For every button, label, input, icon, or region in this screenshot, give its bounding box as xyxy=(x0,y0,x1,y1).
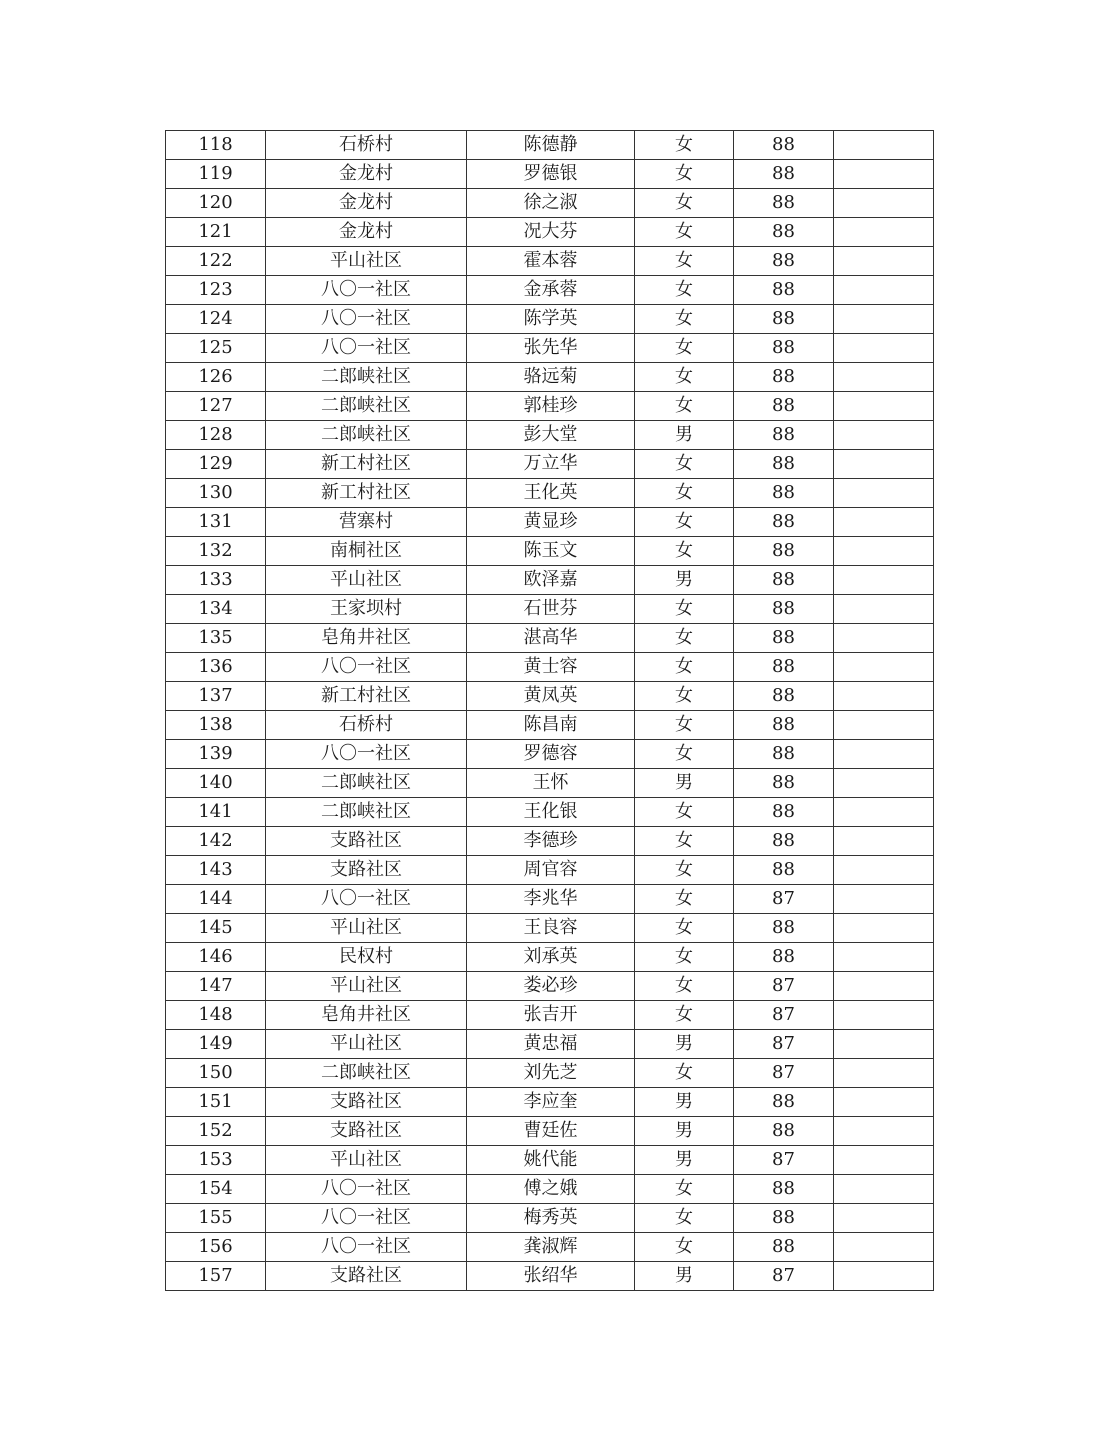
row-number-cell: 147 xyxy=(166,972,266,1001)
person-name-cell: 张先华 xyxy=(467,334,635,363)
gender-cell: 女 xyxy=(635,914,734,943)
person-name-cell: 罗德容 xyxy=(467,740,635,769)
person-name-cell: 王怀 xyxy=(467,769,635,798)
age-cell: 88 xyxy=(734,769,834,798)
person-name-cell: 王化银 xyxy=(467,798,635,827)
person-name-cell: 李兆华 xyxy=(467,885,635,914)
gender-cell: 男 xyxy=(635,1030,734,1059)
row-number-cell: 122 xyxy=(166,247,266,276)
community-cell: 石桥村 xyxy=(266,131,467,160)
age-cell: 88 xyxy=(734,189,834,218)
row-number-cell: 140 xyxy=(166,769,266,798)
person-name-cell: 黄显珍 xyxy=(467,508,635,537)
gender-cell: 男 xyxy=(635,1088,734,1117)
community-cell: 金龙村 xyxy=(266,218,467,247)
gender-cell: 女 xyxy=(635,885,734,914)
remarks-cell xyxy=(834,363,934,392)
person-name-cell: 陈昌南 xyxy=(467,711,635,740)
person-name-cell: 黄忠福 xyxy=(467,1030,635,1059)
age-cell: 88 xyxy=(734,508,834,537)
community-cell: 民权村 xyxy=(266,943,467,972)
row-number-cell: 142 xyxy=(166,827,266,856)
person-name-cell: 石世芬 xyxy=(467,595,635,624)
remarks-cell xyxy=(834,856,934,885)
gender-cell: 女 xyxy=(635,1059,734,1088)
row-number-cell: 138 xyxy=(166,711,266,740)
gender-cell: 女 xyxy=(635,363,734,392)
table-row xyxy=(166,1117,934,1146)
remarks-cell xyxy=(834,1001,934,1030)
remarks-cell xyxy=(834,1175,934,1204)
table-row xyxy=(166,421,934,450)
community-cell: 支路社区 xyxy=(266,1088,467,1117)
age-cell: 88 xyxy=(734,682,834,711)
table-row xyxy=(166,479,934,508)
gender-cell: 女 xyxy=(635,972,734,1001)
table-row xyxy=(166,798,934,827)
table-row xyxy=(166,566,934,595)
age-cell: 88 xyxy=(734,711,834,740)
row-number-cell: 124 xyxy=(166,305,266,334)
row-number-cell: 144 xyxy=(166,885,266,914)
age-cell: 87 xyxy=(734,1262,834,1291)
gender-cell: 女 xyxy=(635,856,734,885)
remarks-cell xyxy=(834,972,934,1001)
person-name-cell: 龚淑辉 xyxy=(467,1233,635,1262)
table-row xyxy=(166,363,934,392)
community-cell: 二郎峡社区 xyxy=(266,363,467,392)
community-cell: 平山社区 xyxy=(266,1030,467,1059)
age-cell: 87 xyxy=(734,1146,834,1175)
row-number-cell: 150 xyxy=(166,1059,266,1088)
row-number-cell: 128 xyxy=(166,421,266,450)
person-name-cell: 曹廷佐 xyxy=(467,1117,635,1146)
remarks-cell xyxy=(834,914,934,943)
person-name-cell: 霍本蓉 xyxy=(467,247,635,276)
gender-cell: 女 xyxy=(635,682,734,711)
table-row xyxy=(166,943,934,972)
community-cell: 二郎峡社区 xyxy=(266,392,467,421)
row-number-cell: 157 xyxy=(166,1262,266,1291)
age-cell: 88 xyxy=(734,479,834,508)
remarks-cell xyxy=(834,943,934,972)
person-name-cell: 刘承英 xyxy=(467,943,635,972)
row-number-cell: 121 xyxy=(166,218,266,247)
remarks-cell xyxy=(834,769,934,798)
person-name-cell: 欧泽嘉 xyxy=(467,566,635,595)
table-row xyxy=(166,392,934,421)
age-cell: 88 xyxy=(734,537,834,566)
table-row xyxy=(166,305,934,334)
table-row xyxy=(166,1088,934,1117)
row-number-cell: 123 xyxy=(166,276,266,305)
table-row xyxy=(166,160,934,189)
row-number-cell: 145 xyxy=(166,914,266,943)
remarks-cell xyxy=(834,131,934,160)
gender-cell: 女 xyxy=(635,1001,734,1030)
gender-cell: 女 xyxy=(635,595,734,624)
remarks-cell xyxy=(834,711,934,740)
table-row xyxy=(166,972,934,1001)
gender-cell: 男 xyxy=(635,566,734,595)
gender-cell: 女 xyxy=(635,218,734,247)
community-cell: 二郎峡社区 xyxy=(266,798,467,827)
person-name-cell: 陈德静 xyxy=(467,131,635,160)
age-cell: 88 xyxy=(734,1117,834,1146)
person-name-cell: 湛高华 xyxy=(467,624,635,653)
person-name-cell: 梅秀英 xyxy=(467,1204,635,1233)
row-number-cell: 146 xyxy=(166,943,266,972)
age-cell: 88 xyxy=(734,798,834,827)
community-cell: 金龙村 xyxy=(266,160,467,189)
gender-cell: 女 xyxy=(635,247,734,276)
community-cell: 金龙村 xyxy=(266,189,467,218)
table-row xyxy=(166,595,934,624)
remarks-cell xyxy=(834,740,934,769)
age-cell: 88 xyxy=(734,1233,834,1262)
community-cell: 支路社区 xyxy=(266,856,467,885)
row-number-cell: 118 xyxy=(166,131,266,160)
gender-cell: 女 xyxy=(635,1233,734,1262)
row-number-cell: 152 xyxy=(166,1117,266,1146)
community-cell: 二郎峡社区 xyxy=(266,421,467,450)
age-cell: 88 xyxy=(734,392,834,421)
person-name-cell: 黄凤英 xyxy=(467,682,635,711)
gender-cell: 女 xyxy=(635,1175,734,1204)
community-cell: 八〇一社区 xyxy=(266,653,467,682)
community-cell: 支路社区 xyxy=(266,827,467,856)
remarks-cell xyxy=(834,247,934,276)
gender-cell: 男 xyxy=(635,1262,734,1291)
gender-cell: 女 xyxy=(635,508,734,537)
table-row xyxy=(166,769,934,798)
community-cell: 支路社区 xyxy=(266,1262,467,1291)
community-cell: 八〇一社区 xyxy=(266,1233,467,1262)
community-cell: 八〇一社区 xyxy=(266,334,467,363)
community-cell: 皂角井社区 xyxy=(266,624,467,653)
gender-cell: 女 xyxy=(635,624,734,653)
remarks-cell xyxy=(834,334,934,363)
gender-cell: 女 xyxy=(635,537,734,566)
row-number-cell: 149 xyxy=(166,1030,266,1059)
remarks-cell xyxy=(834,1117,934,1146)
row-number-cell: 133 xyxy=(166,566,266,595)
remarks-cell xyxy=(834,682,934,711)
person-name-cell: 姚代能 xyxy=(467,1146,635,1175)
gender-cell: 女 xyxy=(635,711,734,740)
person-name-cell: 陈学英 xyxy=(467,305,635,334)
remarks-cell xyxy=(834,1233,934,1262)
remarks-cell xyxy=(834,479,934,508)
gender-cell: 女 xyxy=(635,450,734,479)
table-row xyxy=(166,450,934,479)
gender-cell: 女 xyxy=(635,479,734,508)
person-name-cell: 李应奎 xyxy=(467,1088,635,1117)
age-cell: 88 xyxy=(734,856,834,885)
community-cell: 二郎峡社区 xyxy=(266,1059,467,1088)
remarks-cell xyxy=(834,1262,934,1291)
row-number-cell: 156 xyxy=(166,1233,266,1262)
remarks-cell xyxy=(834,1146,934,1175)
person-name-cell: 王良容 xyxy=(467,914,635,943)
remarks-cell xyxy=(834,1204,934,1233)
community-cell: 皂角井社区 xyxy=(266,1001,467,1030)
table-row xyxy=(166,827,934,856)
remarks-cell xyxy=(834,624,934,653)
table-row xyxy=(166,334,934,363)
table-row xyxy=(166,653,934,682)
gender-cell: 女 xyxy=(635,305,734,334)
age-cell: 87 xyxy=(734,1059,834,1088)
community-cell: 石桥村 xyxy=(266,711,467,740)
remarks-cell xyxy=(834,653,934,682)
row-number-cell: 134 xyxy=(166,595,266,624)
community-cell: 王家坝村 xyxy=(266,595,467,624)
remarks-cell xyxy=(834,595,934,624)
row-number-cell: 143 xyxy=(166,856,266,885)
age-cell: 88 xyxy=(734,595,834,624)
table-row xyxy=(166,276,934,305)
person-name-cell: 徐之淑 xyxy=(467,189,635,218)
row-number-cell: 155 xyxy=(166,1204,266,1233)
row-number-cell: 139 xyxy=(166,740,266,769)
age-cell: 88 xyxy=(734,566,834,595)
age-cell: 88 xyxy=(734,1088,834,1117)
row-number-cell: 148 xyxy=(166,1001,266,1030)
table-row xyxy=(166,1001,934,1030)
age-cell: 87 xyxy=(734,972,834,1001)
remarks-cell xyxy=(834,189,934,218)
person-name-cell: 娄必珍 xyxy=(467,972,635,1001)
community-cell: 南桐社区 xyxy=(266,537,467,566)
community-cell: 新工村社区 xyxy=(266,479,467,508)
community-cell: 新工村社区 xyxy=(266,682,467,711)
age-cell: 87 xyxy=(734,1030,834,1059)
gender-cell: 女 xyxy=(635,740,734,769)
gender-cell: 女 xyxy=(635,131,734,160)
age-cell: 87 xyxy=(734,1001,834,1030)
person-name-cell: 周官容 xyxy=(467,856,635,885)
community-cell: 新工村社区 xyxy=(266,450,467,479)
person-name-cell: 李德珍 xyxy=(467,827,635,856)
table-row xyxy=(166,624,934,653)
gender-cell: 女 xyxy=(635,653,734,682)
age-cell: 88 xyxy=(734,740,834,769)
community-cell: 平山社区 xyxy=(266,914,467,943)
row-number-cell: 154 xyxy=(166,1175,266,1204)
row-number-cell: 136 xyxy=(166,653,266,682)
remarks-cell xyxy=(834,160,934,189)
row-number-cell: 153 xyxy=(166,1146,266,1175)
age-cell: 88 xyxy=(734,276,834,305)
community-cell: 八〇一社区 xyxy=(266,305,467,334)
community-cell: 平山社区 xyxy=(266,566,467,595)
remarks-cell xyxy=(834,392,934,421)
gender-cell: 男 xyxy=(635,1117,734,1146)
age-cell: 88 xyxy=(734,450,834,479)
table-row xyxy=(166,1146,934,1175)
person-name-cell: 金承蓉 xyxy=(467,276,635,305)
community-cell: 平山社区 xyxy=(266,247,467,276)
table-row xyxy=(166,131,934,160)
table-row xyxy=(166,1262,934,1291)
row-number-cell: 127 xyxy=(166,392,266,421)
table-row xyxy=(166,1030,934,1059)
remarks-cell xyxy=(834,421,934,450)
person-name-cell: 傅之娥 xyxy=(467,1175,635,1204)
table-row xyxy=(166,1059,934,1088)
person-name-cell: 张吉开 xyxy=(467,1001,635,1030)
community-cell: 营寨村 xyxy=(266,508,467,537)
gender-cell: 女 xyxy=(635,392,734,421)
table-row xyxy=(166,914,934,943)
person-name-cell: 黄士容 xyxy=(467,653,635,682)
remarks-cell xyxy=(834,537,934,566)
person-name-cell: 郭桂珍 xyxy=(467,392,635,421)
person-name-cell: 刘先芝 xyxy=(467,1059,635,1088)
person-name-cell: 陈玉文 xyxy=(467,537,635,566)
row-number-cell: 119 xyxy=(166,160,266,189)
age-cell: 88 xyxy=(734,624,834,653)
person-name-cell: 万立华 xyxy=(467,450,635,479)
person-name-cell: 骆远菊 xyxy=(467,363,635,392)
community-cell: 二郎峡社区 xyxy=(266,769,467,798)
age-cell: 88 xyxy=(734,363,834,392)
age-cell: 87 xyxy=(734,885,834,914)
table-row xyxy=(166,537,934,566)
age-cell: 88 xyxy=(734,827,834,856)
community-cell: 八〇一社区 xyxy=(266,885,467,914)
table-row xyxy=(166,247,934,276)
community-cell: 八〇一社区 xyxy=(266,1175,467,1204)
remarks-cell xyxy=(834,885,934,914)
table-row xyxy=(166,740,934,769)
remarks-cell xyxy=(834,276,934,305)
table-row xyxy=(166,1233,934,1262)
person-name-cell: 彭大堂 xyxy=(467,421,635,450)
gender-cell: 女 xyxy=(635,334,734,363)
age-cell: 88 xyxy=(734,334,834,363)
row-number-cell: 151 xyxy=(166,1088,266,1117)
community-cell: 八〇一社区 xyxy=(266,1204,467,1233)
table-row xyxy=(166,682,934,711)
remarks-cell xyxy=(834,798,934,827)
remarks-cell xyxy=(834,508,934,537)
gender-cell: 女 xyxy=(635,827,734,856)
row-number-cell: 130 xyxy=(166,479,266,508)
remarks-cell xyxy=(834,218,934,247)
age-cell: 88 xyxy=(734,305,834,334)
row-number-cell: 129 xyxy=(166,450,266,479)
person-name-cell: 况大芬 xyxy=(467,218,635,247)
age-cell: 88 xyxy=(734,421,834,450)
gender-cell: 女 xyxy=(635,798,734,827)
table-row xyxy=(166,885,934,914)
gender-cell: 男 xyxy=(635,1146,734,1175)
community-cell: 八〇一社区 xyxy=(266,276,467,305)
row-number-cell: 120 xyxy=(166,189,266,218)
age-cell: 88 xyxy=(734,914,834,943)
gender-cell: 男 xyxy=(635,769,734,798)
table-row xyxy=(166,508,934,537)
gender-cell: 女 xyxy=(635,943,734,972)
age-cell: 88 xyxy=(734,1204,834,1233)
age-cell: 88 xyxy=(734,1175,834,1204)
row-number-cell: 125 xyxy=(166,334,266,363)
gender-cell: 女 xyxy=(635,189,734,218)
age-cell: 88 xyxy=(734,943,834,972)
remarks-cell xyxy=(834,1088,934,1117)
table-row xyxy=(166,1204,934,1233)
roster-table xyxy=(165,130,934,1291)
remarks-cell xyxy=(834,450,934,479)
gender-cell: 女 xyxy=(635,1204,734,1233)
community-cell: 平山社区 xyxy=(266,1146,467,1175)
table-row xyxy=(166,1175,934,1204)
table-row xyxy=(166,218,934,247)
community-cell: 八〇一社区 xyxy=(266,740,467,769)
row-number-cell: 126 xyxy=(166,363,266,392)
age-cell: 88 xyxy=(734,218,834,247)
gender-cell: 男 xyxy=(635,421,734,450)
table-row xyxy=(166,189,934,218)
age-cell: 88 xyxy=(734,160,834,189)
gender-cell: 女 xyxy=(635,160,734,189)
remarks-cell xyxy=(834,1059,934,1088)
age-cell: 88 xyxy=(734,653,834,682)
age-cell: 88 xyxy=(734,131,834,160)
person-name-cell: 罗德银 xyxy=(467,160,635,189)
roster-body xyxy=(166,131,934,1291)
remarks-cell xyxy=(834,566,934,595)
table-row xyxy=(166,856,934,885)
row-number-cell: 141 xyxy=(166,798,266,827)
remarks-cell xyxy=(834,827,934,856)
community-cell: 平山社区 xyxy=(266,972,467,1001)
row-number-cell: 135 xyxy=(166,624,266,653)
remarks-cell xyxy=(834,305,934,334)
row-number-cell: 137 xyxy=(166,682,266,711)
row-number-cell: 131 xyxy=(166,508,266,537)
person-name-cell: 张绍华 xyxy=(467,1262,635,1291)
person-name-cell: 王化英 xyxy=(467,479,635,508)
remarks-cell xyxy=(834,1030,934,1059)
row-number-cell: 132 xyxy=(166,537,266,566)
table-row xyxy=(166,711,934,740)
community-cell: 支路社区 xyxy=(266,1117,467,1146)
gender-cell: 女 xyxy=(635,276,734,305)
age-cell: 88 xyxy=(734,247,834,276)
